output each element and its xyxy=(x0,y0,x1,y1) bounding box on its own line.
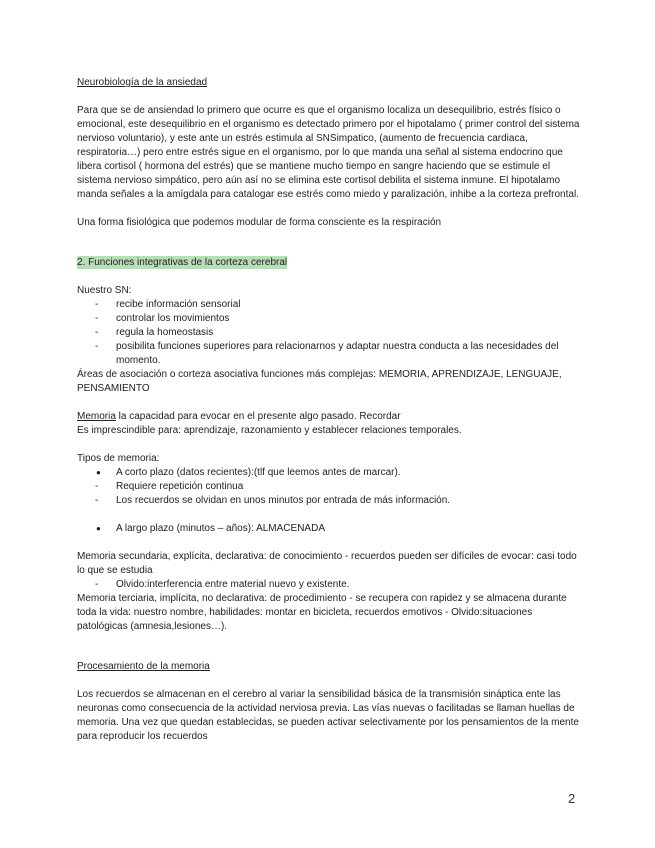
list-item: ● A largo plazo (minutos – años): ALMACENADA xyxy=(77,522,582,536)
secundaria-details xyxy=(77,578,582,592)
list-item: - regula la homeostasis xyxy=(77,326,582,340)
document-page xyxy=(77,76,582,744)
memoria-term: Memoria xyxy=(77,411,116,422)
corto-plazo-list xyxy=(77,466,582,480)
corto-plazo-details xyxy=(77,480,582,508)
list-item: - Requiere repetición continua xyxy=(77,480,582,494)
list-item: - controlar los movimientos xyxy=(77,312,582,326)
heading-procesamiento: Procesamiento de la memoria xyxy=(77,661,210,672)
paragraph-respiracion: Una forma fisiológica que podemos modular de forma consciente es la respiración xyxy=(77,217,442,228)
memoria-terciaria: Memoria terciaria, implícita, no declarativa: de procedimiento - se recupera con rapidez y se almacena durante toda la vida: nuestro nombre, habilidades: montar en bicicleta, recuerdos emotivos - Olvido:situaciones patológicas (amnesia,lesiones…). xyxy=(77,593,567,632)
largo-plazo-list xyxy=(77,522,582,536)
memoria-secundaria: Memoria secundaria, explícita, declarativa: de conocimiento - recuerdos pueden ser difíciles de evocar: casi todo lo que se estudia xyxy=(77,551,577,576)
list-item: - Olvido:interferencia entre material nuevo y existente. xyxy=(77,578,582,592)
page-number: 2 xyxy=(568,791,576,806)
areas-asociacion-text: Áreas de asociación o corteza asociativa funciones más complejas: MEMORIA, APRENDIZAJE, LENGUAJE, PENSAMIENTO xyxy=(77,369,562,394)
nuestro-sn-label: Nuestro SN: xyxy=(77,285,132,296)
section-heading-funciones: 2. Funciones integrativas de la corteza cerebral xyxy=(77,257,288,268)
paragraph-ansiedad: Para que se de ansiendad lo primero que ocurre es que el organismo localiza un desequilibrio, estrés físico o emocional, este desequilibrio en el organismo es detectado primero por el hipotalamo ( primer control del sistema nervioso voluntario), y este ante un estrés estimula al SNSimpatico, (aumento de frecuencia cardiaca, respiratoria…) pero entre estrés sigue en el organismo, por lo que manda una señal al sistema endocrino que libera cortisol ( hormona del estrés) que se mantiene mucho tiempo en sangre haciendo que se estimule el sistema nervioso simpático, pero aún así no se elimina este cortisol debilita el sistema inmune. El hipotalamo manda señales a la amígdala para catalogar ese estrés como miedo y paralización, inhibe a la corteza prefrontal. xyxy=(77,105,580,200)
memoria-def-text: la capacidad para evocar en el presente algo pasado. Recordar xyxy=(115,411,401,422)
tipos-memoria-label: Tipos de memoria: xyxy=(77,453,160,464)
memoria-imprescindible: Es imprescindible para: aprendizaje, razonamiento y establecer relaciones temporales. xyxy=(77,425,462,436)
memoria-definition xyxy=(77,410,582,424)
list-item: - recibe información sensorial xyxy=(77,298,582,312)
list-item: - posibilita funciones superiores para relacionarnos y adaptar nuestra conducta a las necesidades del momento. xyxy=(77,340,582,368)
list-item: ● A corto plazo (datos recientes):(tlf que leemos antes de marcar). xyxy=(77,466,582,480)
list-item: - Los recuerdos se olvidan en unos minutos por entrada de más información. xyxy=(77,494,582,508)
paragraph-procesamiento: Los recuerdos se almacenan en el cerebro al variar la sensibilidad básica de la transmisión sináptica ente las neuronas como consecuencia de la actividad nerviosa previa. Las vías nuevas o facilitadas se llaman huellas de memoria. Una vez que quedan establecidas, se pueden activar selectivamente por los pensamientos de la mente para reproducir los recuerdos xyxy=(77,689,579,742)
sn-functions-list xyxy=(77,298,582,368)
heading-neurobiologia: Neurobiología de la ansiedad xyxy=(77,77,208,88)
